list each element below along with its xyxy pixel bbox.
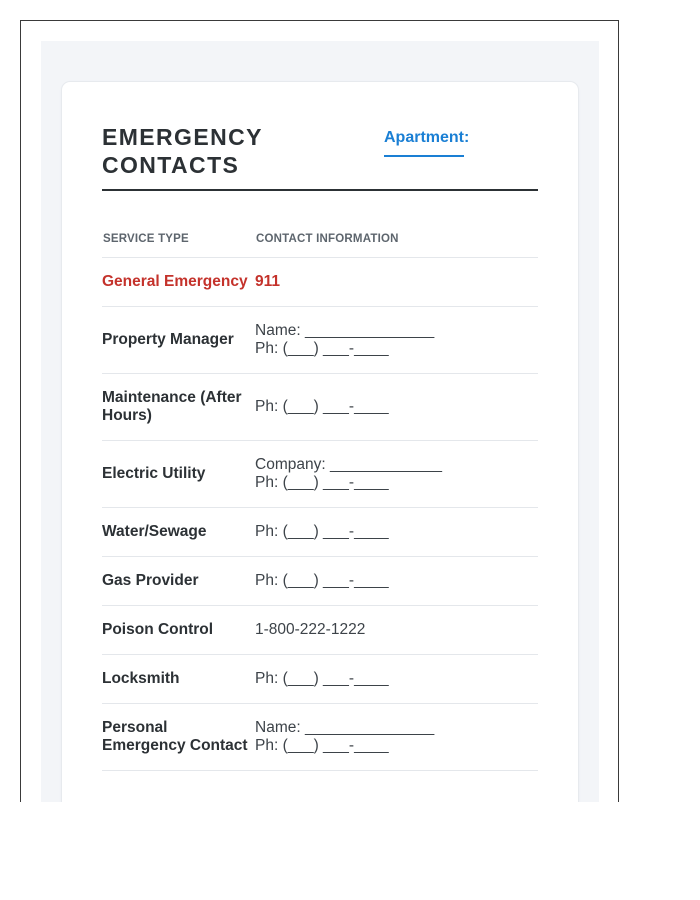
contact-line: Ph: (___) ___-____ — [255, 737, 389, 754]
table-row — [102, 557, 538, 606]
contact-line: 1-800-222-1222 — [255, 621, 366, 638]
service-type-cell: Maintenance (After Hours) — [102, 374, 255, 441]
service-type-header: SERVICE TYPE — [102, 231, 255, 258]
contact-info-cell — [255, 508, 538, 557]
service-type-cell: Electric Utility — [102, 441, 255, 508]
service-type-cell: Water/Sewage — [102, 508, 255, 557]
table-header-row — [102, 231, 538, 258]
table-row — [102, 704, 538, 771]
service-type-cell: Personal Emergency Contact — [102, 704, 255, 771]
contact-line: Name: _______________ — [255, 719, 435, 736]
table-row — [102, 374, 538, 441]
apartment-field — [384, 129, 469, 157]
service-type-cell: Locksmith — [102, 655, 255, 704]
contact-info-cell — [255, 258, 538, 307]
contact-line: Ph: (___) ___-____ — [255, 670, 389, 687]
contact-info-header: CONTACT INFORMATION — [255, 231, 538, 258]
contact-line: Ph: (___) ___-____ — [255, 398, 389, 415]
contact-info-cell — [255, 307, 538, 374]
emergency-contacts-card — [62, 82, 578, 802]
contact-line: 911 — [255, 273, 281, 290]
table-row — [102, 441, 538, 508]
contact-line: Name: _______________ — [255, 322, 435, 339]
contact-info-cell — [255, 704, 538, 771]
apartment-underline — [384, 155, 464, 157]
document-title: EMERGENCY CONTACTS — [102, 124, 263, 178]
contact-line: Ph: (___) ___-____ — [255, 340, 389, 357]
apartment-label: Apartment: — [384, 129, 470, 146]
table-row — [102, 606, 538, 655]
contact-line: Ph: (___) ___-____ — [255, 474, 389, 491]
contact-line: Ph: (___) ___-____ — [255, 523, 389, 540]
table-row — [102, 655, 538, 704]
contact-info-cell — [255, 557, 538, 606]
page-frame — [20, 20, 619, 802]
contact-info-cell — [255, 374, 538, 441]
table-row — [102, 508, 538, 557]
table-row — [102, 258, 538, 307]
service-type-cell: Poison Control — [102, 606, 255, 655]
table-row — [102, 307, 538, 374]
service-type-cell: Gas Provider — [102, 557, 255, 606]
contact-info-cell — [255, 441, 538, 508]
contact-line: Company: _____________ — [255, 456, 443, 473]
contact-line: Ph: (___) ___-____ — [255, 572, 389, 589]
service-type-cell: Property Manager — [102, 307, 255, 374]
contacts-table — [102, 231, 538, 771]
document-header — [102, 123, 538, 191]
page-background — [41, 41, 599, 802]
contact-info-cell — [255, 655, 538, 704]
contact-info-cell — [255, 606, 538, 655]
service-type-cell: General Emergency — [102, 258, 255, 307]
